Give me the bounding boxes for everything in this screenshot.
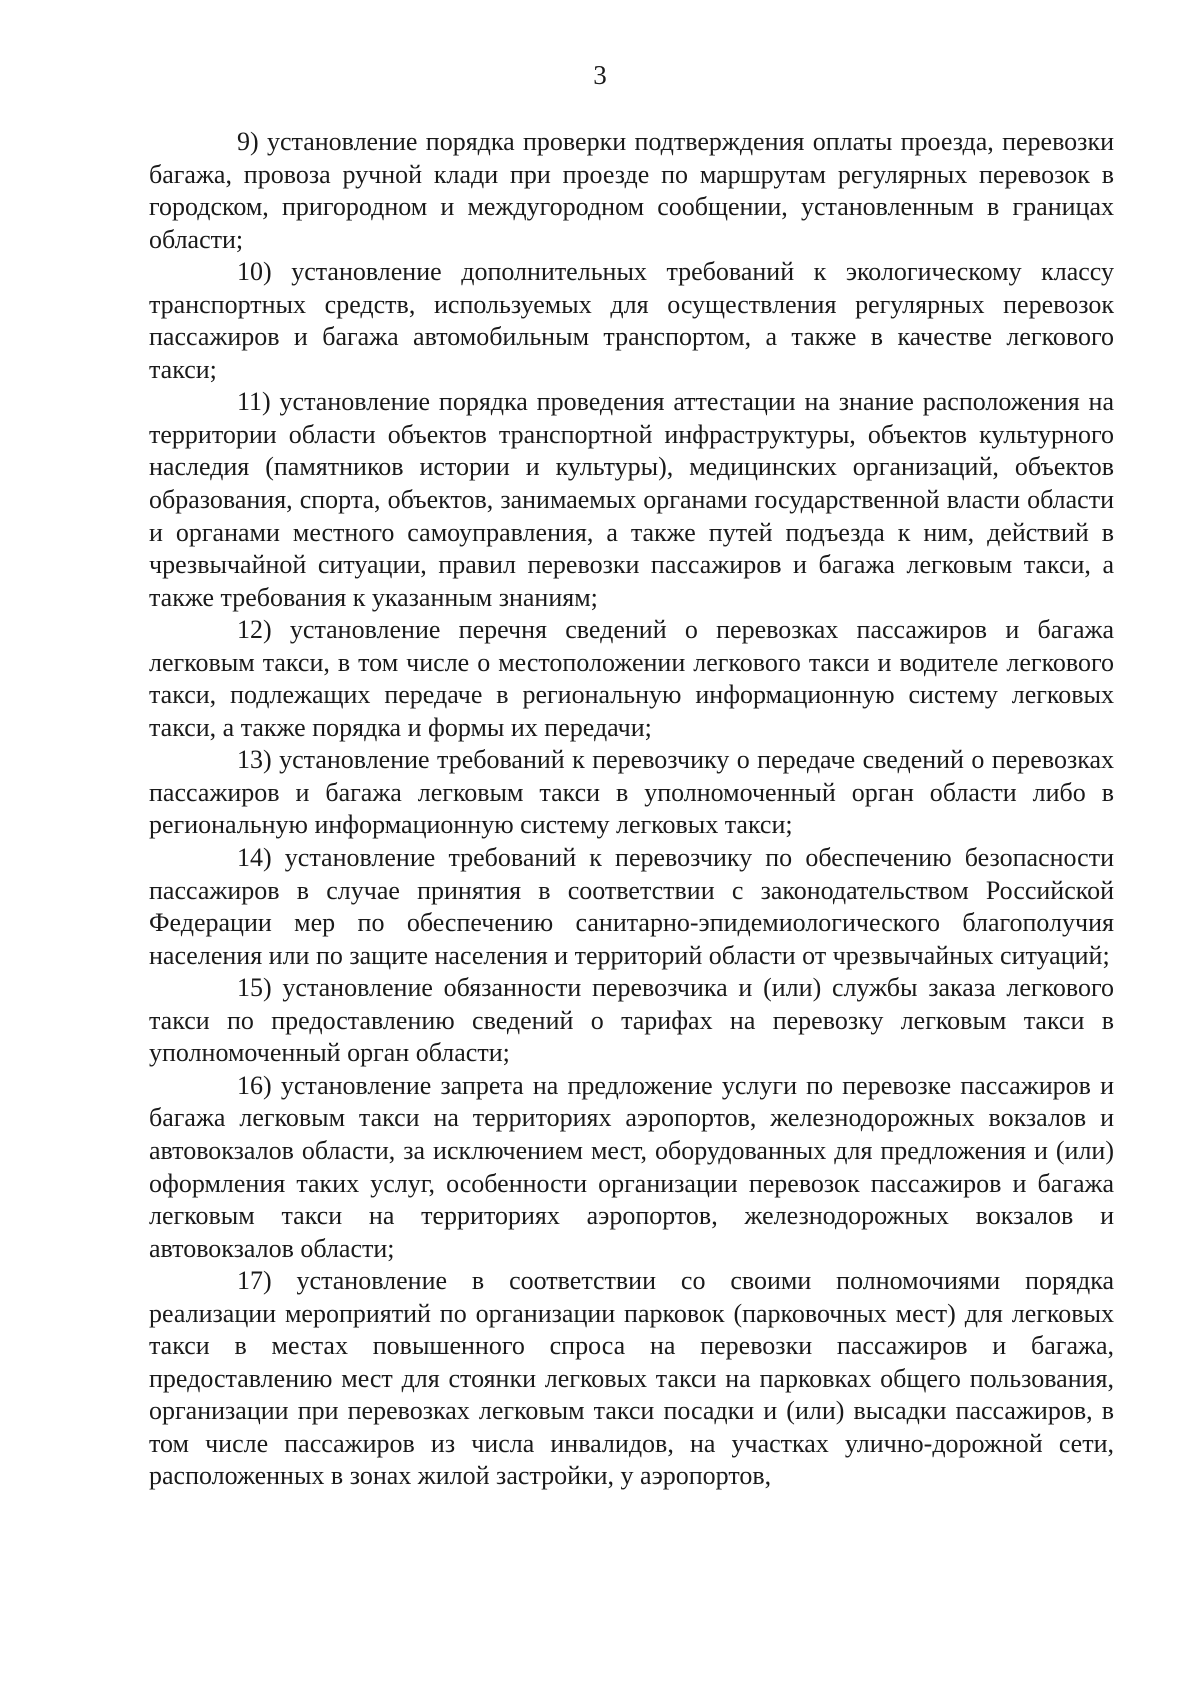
paragraph-item-12: 12) установление перечня сведений о перевозках пассажиров и багажа легковым такси, в том числе о местоположении легкового такси и водителе легкового такси, подлежащих передаче в региональную информационную систему легковых такси, а также порядка и формы их передачи; [149, 615, 1114, 742]
paragraph-item-11: 11) установление порядка проведения аттестации на знание расположения на территории области объектов транспортной инфраструктуры, объектов культурного наследия (памятников истории и культуры), медицинских организаций, объектов образования, спорта, объектов, занимаемых органами государственной власти области и органами местного самоуправления, а также путей подъезда к ним, действий в чрезвычайной ситуации, правил перевозки пассажиров и багажа легковым такси, а также требования к указанным знаниям; [149, 387, 1114, 612]
paragraph-item-14: 14) установление требований к перевозчику по обеспечению безопасности пассажиров в случае принятия в соответствии с законодательством Российской Федерации мер по обеспечению санитарно-эпидемиологического благополучия населения или по защите населения и территорий области от чрезвычайных ситуаций; [149, 843, 1114, 970]
paragraph-item-15: 15) установление обязанности перевозчика и (или) службы заказа легкового такси по предоставлению сведений о тарифах на перевозку легковым такси в уполномоченный орган области; [149, 973, 1114, 1068]
page-number: 3 [593, 60, 607, 90]
paragraph-item-10: 10) установление дополнительных требований к экологическому классу транспортных средств, используемых для осуществления регулярных перевозок пассажиров и багажа автомобильным транспортом, а также в качестве легкового такси; [149, 257, 1114, 384]
paragraph-item-16: 16) установление запрета на предложение услуги по перевозке пассажиров и багажа легковым такси на территориях аэропортов, железнодорожных вокзалов и автовокзалов области, за исключением мест, оборудованных для предложения и (или) оформления таких услуг, особенности организации перевозок пассажиров и багажа легковым такси на территориях аэропортов, железнодорожных вокзалов и автовокзалов области; [149, 1070, 1114, 1263]
paragraph-item-9: 9) установление порядка проверки подтверждения оплаты проезда, перевозки багажа, провоза ручной клади при проезде по маршрутам регулярных перевозок в городском, пригородном и междугородном сообщении, установленным в границах области; [149, 127, 1114, 254]
paragraph-item-17: 17) установление в соответствии со своими полномочиями порядка реализации мероприятий по организации парковок (парковочных мест) для легковых такси в местах повышенного спроса на перевозки пассажиров и багажа, предоставлению мест для стоянки легковых такси на парковках общего пользования, организации при перевозках легковым такси посадки и (или) высадки пассажиров, в том числе пассажиров из числа инвалидов, на участках улично-дорожной сети, расположенных в зонах жилой застройки, у аэропортов, [149, 1266, 1114, 1491]
document-body [149, 126, 1114, 1493]
paragraph-item-13: 13) установление требований к перевозчику о передаче сведений о перевозках пассажиров и багажа легковым такси в уполномоченный орган области либо в региональную информационную систему легковых такси; [149, 745, 1114, 840]
